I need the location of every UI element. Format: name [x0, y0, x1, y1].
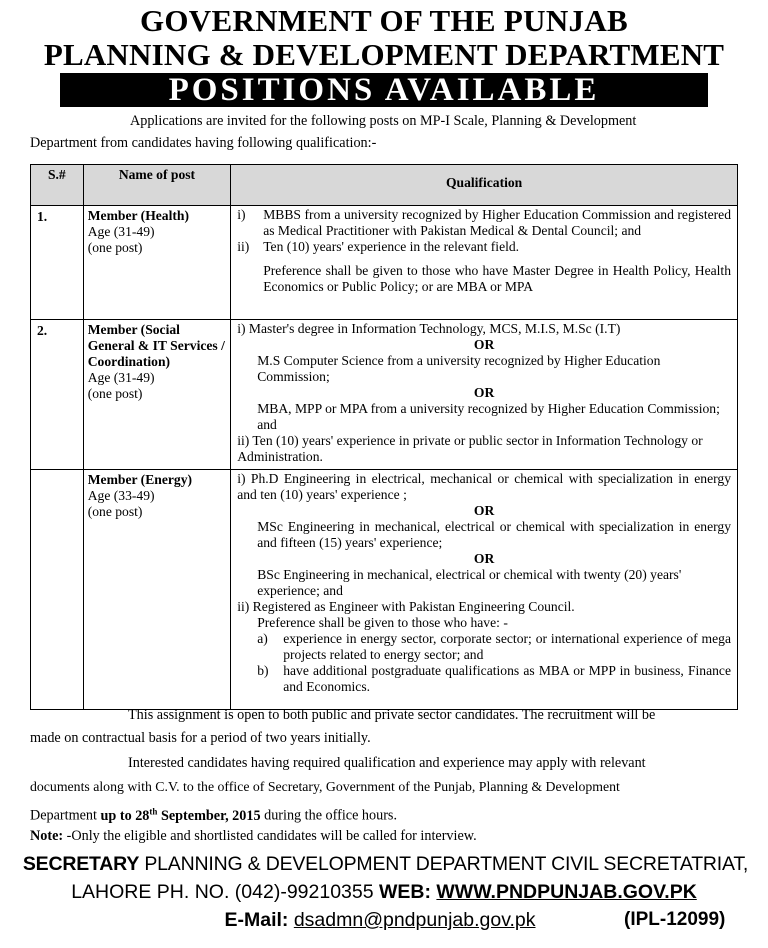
- qualification-cell: [231, 320, 738, 470]
- preference-text: Preference shall be given to those who have Master Degree in Health Policy, Health Economics or Public Policy; or are MBA or MPA: [263, 263, 731, 294]
- post-count: (one post): [87, 240, 143, 255]
- or-separator: OR: [473, 551, 495, 566]
- qualification-item: ii) Registered as Engineer with Pakistan Engineering Council.: [237, 599, 575, 614]
- post-cell: [83, 470, 231, 710]
- positions-table: [30, 164, 738, 710]
- apply-line-1: Interested candidates having required qualification and experience may apply with relevant: [128, 755, 646, 771]
- website-link[interactable]: WWW.PNDPUNJAB.GOV.PK: [436, 881, 697, 903]
- qualification-item: MSc Engineering in mechanical, electrical or chemical with specialization in energy and fifteen (15) years' experience;: [257, 519, 731, 550]
- row-sn: [31, 470, 84, 710]
- header-department: PLANNING & DEVELOPMENT DEPARTMENT: [43, 37, 725, 72]
- deadline: up to 28th September, 2015: [100, 806, 261, 824]
- apply-line-3: [30, 800, 738, 827]
- table-row: [31, 206, 738, 320]
- apply-line-2: documents along with C.V. to the office of Secretary, Government of the Punjab, Planning & Development: [30, 779, 620, 794]
- post-age: Age (31-49): [87, 370, 155, 385]
- positions-available-banner: POSITIONS AVAILABLE: [60, 73, 708, 107]
- qualification-item: i) Master's degree in Information Technology, MCS, M.I.S, M.Sc (I.T): [237, 321, 621, 336]
- item-label: b): [257, 663, 269, 678]
- post-title: Member (Energy): [87, 472, 193, 487]
- preference-text: Preference shall be given to those who have: -: [257, 615, 508, 630]
- post-cell: [83, 206, 231, 320]
- post-cell: [83, 320, 231, 470]
- secretary-label: SECRETARY: [22, 853, 140, 875]
- qualification-cell: [231, 206, 738, 320]
- apply-line-3-end: during the office hours.: [260, 807, 398, 824]
- header-qualification: Qualification: [231, 165, 738, 206]
- item-label: ii): [237, 239, 250, 254]
- assignment-line-1: This assignment is open to both public and private sector candidates. The recruitment will be: [128, 707, 656, 723]
- row-sn: 1.: [31, 206, 84, 320]
- post-title: Member (Social General & IT Services / Coordination): [87, 322, 225, 369]
- phone: LAHORE PH. NO. (042)-99210355: [71, 881, 379, 903]
- post-title: Member (Health): [87, 208, 189, 223]
- or-separator: OR: [473, 385, 495, 400]
- or-separator: OR: [473, 503, 495, 518]
- header-sn: S.#: [31, 165, 84, 206]
- post-age: Age (33-49): [87, 488, 155, 503]
- post-count: (one post): [87, 504, 143, 519]
- secretary-office: PLANNING & DEVELOPMENT DEPARTMENT CIVIL SECRETATRIAT,: [139, 853, 749, 875]
- note: [30, 825, 738, 847]
- qualification-item: i) Ph.D Engineering in electrical, mechanical or chemical with specialization in energy and ten (10) years' experience ;: [237, 471, 731, 502]
- item-label: a): [257, 631, 268, 646]
- assignment-line-2: made on contractual basis for a period of two years initially.: [30, 730, 371, 746]
- or-separator: OR: [473, 337, 495, 352]
- item-label: i): [237, 207, 246, 222]
- row-sn: 2.: [31, 320, 84, 470]
- header-post: Name of post: [83, 165, 231, 206]
- qualification-item: Ten (10) years' experience in the relevant field.: [263, 239, 520, 254]
- post-age: Age (31-49): [87, 224, 155, 239]
- email-link[interactable]: dsadmn@pndpunjab.gov.pk: [293, 909, 536, 931]
- ipl-code: (IPL-12099): [624, 909, 726, 930]
- qualification-item: M.S Computer Science from a university recognized by Higher Education Commission;: [257, 353, 661, 384]
- qualification-item: BSc Engineering in mechanical, electrical or chemical with twenty (20) years' experience; and: [257, 567, 682, 598]
- qualification-item: MBBS from a university recognized by Higher Education Commission and registered as Medical Practitioner with Pakistan Medical & Dental Council; and: [263, 207, 731, 238]
- footer-address-line-2: [0, 880, 768, 904]
- preference-item: experience in energy sector, corporate sector; or international experience of mega projects related to energy sector; and: [283, 631, 731, 662]
- footer-email-line: [120, 908, 640, 932]
- note-label: Note:: [30, 828, 64, 844]
- apply-line-3-start: Department: [30, 807, 101, 824]
- qualification-item: ii) Ten (10) years' experience in private or public sector in Information Technology or Administration.: [237, 433, 703, 464]
- web-label: WEB:: [379, 881, 437, 903]
- post-count: (one post): [87, 386, 143, 401]
- note-text: -Only the eligible and shortlisted candidates will be called for interview.: [63, 828, 477, 844]
- table-row: [31, 470, 738, 710]
- qualification-cell: [231, 470, 738, 710]
- qualification-item: MBA, MPP or MPA from a university recognized by Higher Education Commission; and: [257, 401, 720, 432]
- email-label: E-Mail:: [224, 909, 294, 931]
- header-government: GOVERNMENT OF THE PUNJAB: [139, 3, 629, 38]
- table-row: [31, 320, 738, 470]
- footer-address-line-1: [8, 852, 763, 876]
- preference-item: have additional postgraduate qualifications as MBA or MPP in business, Finance and Economics.: [283, 663, 731, 694]
- intro-line-2: Department from candidates having following qualification:-: [30, 135, 377, 151]
- intro-line-1: Applications are invited for the following posts on MP-I Scale, Planning & Development: [130, 113, 637, 129]
